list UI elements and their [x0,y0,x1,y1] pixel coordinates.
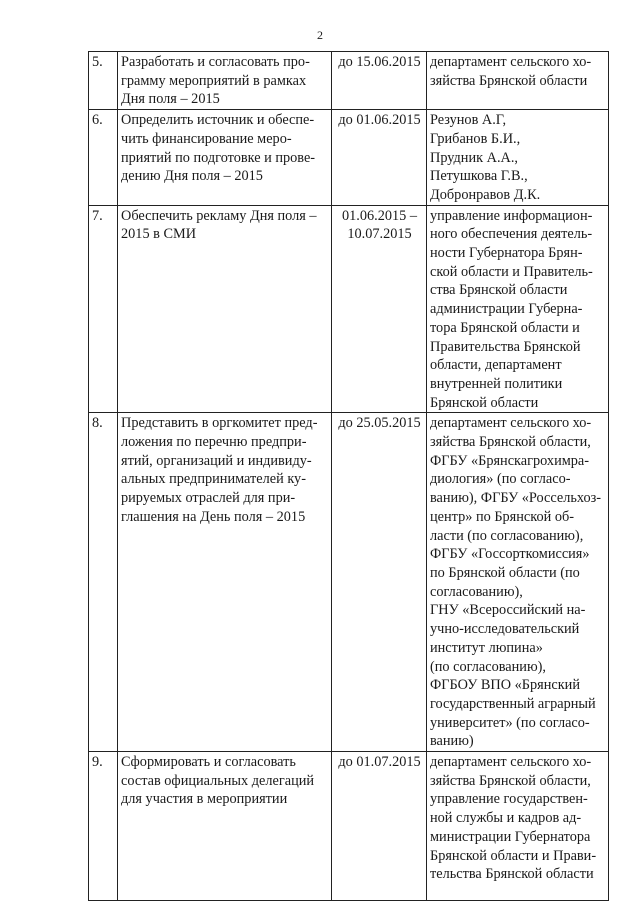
deadline-cell [332,205,427,413]
responsible-text-line: департамент сельского хо- [430,754,592,771]
responsible-text-line: внутренней политики [430,375,563,392]
table-row [89,413,609,752]
task-text-line: глашения на День поля – 2015 [121,508,306,525]
task-cell [118,413,332,752]
responsible-text-line: управление информацион- [430,207,593,224]
responsible-text-line: управление государствен- [430,791,588,808]
task-text-line: грамму мероприятий в рамках [121,72,307,89]
responsible-text-line: (по согласованию), [430,658,546,675]
deadline-text-line: до 01.07.2015 [338,754,421,771]
table-row [89,752,609,901]
responsible-text-line: области, департамент [430,357,562,374]
responsible-text-line: университет» (по согласо- [430,714,590,731]
task-text-line: Определить источник и обеспе- [121,112,315,129]
task-text-line: рируемых отраслей для при- [121,490,296,507]
task-text-line: чить финансирование меро- [121,130,292,147]
task-text-line: 2015 в СМИ [121,226,197,243]
task-cell [118,752,332,901]
responsible-text-line: Грибанов Б.И., [430,130,521,147]
task-text-line: ложения по перечню предпри- [121,434,307,451]
task-text-line: Обеспечить рекламу Дня поля – [121,207,317,224]
row-number-cell [89,752,118,901]
responsible-cell [427,110,609,206]
row-number: 8. [92,415,103,432]
table-row [89,110,609,206]
table-row [89,52,609,110]
responsible-text-line: Брянской области [430,394,539,411]
deadline-text-line: до 15.06.2015 [338,54,421,70]
task-text-line: состав официальных делегаций [121,772,315,789]
responsible-text-line: Правительства Брянской [430,338,581,355]
deadline-text-line: до 01.06.2015 [338,112,421,129]
responsible-text-line: по Брянской области (по [430,564,580,581]
responsible-text-line: Резунов А.Г, [430,112,507,129]
page-number: 2 [317,28,323,42]
task-text-line: приятий по подготовке и прове- [121,149,316,166]
row-number-cell [89,52,118,110]
row-number-cell [89,413,118,752]
responsible-text-line: Прудник А.А., [430,149,519,166]
responsible-text-line: тельства Брянской области [430,866,594,883]
responsible-text-line: ФГБУ «Госсорткомиссия» [430,546,590,563]
responsible-text-line: зяйства Брянской области [430,72,588,89]
row-number: 9. [92,754,103,771]
responsible-text-line: зяйства Брянской области, [430,434,591,451]
action-plan-table [88,51,609,901]
responsible-text-line: администрации Губерна- [430,301,583,318]
table-row [89,205,609,413]
row-number: 6. [92,112,103,129]
task-text-line: Сформировать и согласовать [121,754,296,771]
task-text-line: Представить в оргкомитет пред- [121,415,318,432]
responsible-text-line: Добронравов Д.К. [430,186,541,203]
responsible-cell [427,413,609,752]
responsible-text-line: ности Губернатора Брян- [430,245,583,262]
responsible-cell [427,205,609,413]
responsible-text-line: департамент сельского хо- [430,54,592,70]
responsible-text-line: центр» по Брянской об- [430,508,575,525]
responsible-text-line: ванию), ФГБУ «Россельхоз- [430,490,602,507]
responsible-text-line: ФГБОУ ВПО «Брянский [430,677,580,694]
row-number: 5. [92,54,103,70]
responsible-cell [427,52,609,110]
responsible-text-line: институт люпина» [430,639,543,656]
deadline-cell [332,413,427,752]
task-text-line: Разработать и согласовать про- [121,54,310,70]
task-cell [118,110,332,206]
responsible-text-line: Брянской области и Прави- [430,847,597,864]
responsible-text-line: ного обеспечения деятель- [430,226,593,243]
responsible-text-line: ГНУ «Всероссийский на- [430,602,586,619]
responsible-text-line: тора Брянской области и [430,319,580,336]
row-number-cell [89,110,118,206]
responsible-text-line: ФГБУ «Брянскагрохимра- [430,452,590,469]
deadline-cell [332,752,427,901]
responsible-text-line: государственный аграрный [430,695,596,712]
responsible-text-line: согласованию), [430,583,523,600]
responsible-text-line: Петушкова Г.В., [430,168,528,185]
task-text-line: дению Дня поля – 2015 [121,168,263,185]
row-number-cell [89,205,118,413]
row-number: 7. [92,207,103,224]
task-cell [118,205,332,413]
responsible-text-line: учно-исследовательский [430,621,580,638]
responsible-text-line: ласти (по согласованию), [430,527,584,544]
deadline-text-line: 10.07.2015 [347,226,412,243]
action-plan-body [89,52,609,901]
task-text-line: для участия в мероприятии [121,791,288,808]
responsible-text-line: министрации Губернатора [430,828,591,845]
responsible-text-line: ства Брянской области [430,282,568,299]
deadline-cell [332,110,427,206]
responsible-text-line: ванию) [430,733,474,750]
task-text-line: альных предпринимателей ку- [121,471,306,488]
responsible-text-line: ской области и Правитель- [430,263,593,280]
responsible-text-line: департамент сельского хо- [430,415,592,432]
responsible-text-line: диология» (по согласо- [430,471,571,488]
deadline-cell [332,52,427,110]
task-text-line: ятий, организаций и индивиду- [121,452,312,469]
deadline-text-line: 01.06.2015 – [341,207,418,224]
responsible-text-line: зяйства Брянской области, [430,772,591,789]
task-cell [118,52,332,110]
deadline-text-line: до 25.05.2015 [338,415,421,432]
responsible-text-line: ной службы и кадров ад- [430,810,582,827]
task-text-line: Дня поля – 2015 [121,91,220,108]
responsible-cell [427,752,609,901]
